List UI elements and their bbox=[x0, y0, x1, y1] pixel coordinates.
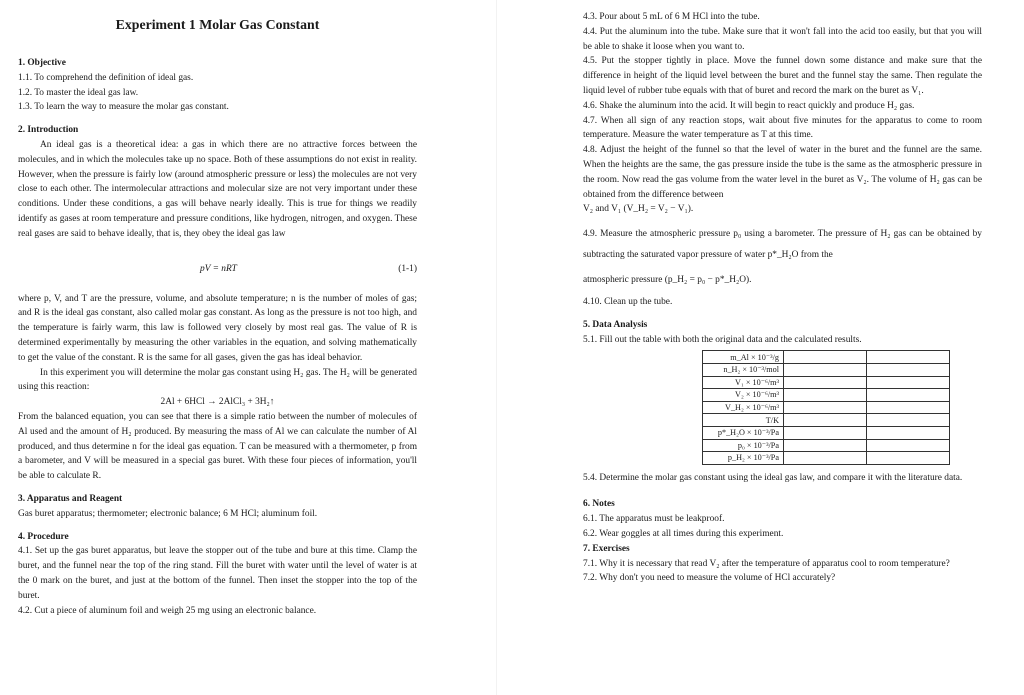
table-cell[interactable] bbox=[784, 401, 867, 414]
right-column bbox=[583, 10, 982, 586]
data-analysis-heading: 5. Data Analysis bbox=[583, 319, 648, 330]
procedure-step: 4.8. Adjust the height of the funnel so that the level of water in the buret and the funnel are the same. When the heights are the same, the gas pressure inside the tube is the same as the atmospheric pressure in the room. Now read the gas volume from the water level in the buret as V₂. The volume of H₂ gas can be obtained from the difference between bbox=[583, 145, 982, 200]
procedure-step: 4.5. Put the stopper tightly in place. Move the funnel down some distance and make sure that the difference in height of the liquid level between the buret and the funnel stay the same. Then regulate the liquid level of rubber tube equals with that of buret and record the mark on the buret as V₁. bbox=[583, 56, 982, 96]
table-cell[interactable] bbox=[867, 426, 950, 439]
procedure-step: 4.9. Measure the atmospheric pressure p₀ using a barometer. The pressure of H₂ gas can be obtained by subtracting the saturated vapor pressure of water p*_H₂O from the bbox=[583, 229, 982, 261]
introduction-heading: 2. Introduction bbox=[18, 125, 79, 136]
page-gutter bbox=[496, 0, 497, 695]
table-row bbox=[703, 389, 950, 402]
objective-heading: 1. Objective bbox=[18, 58, 66, 68]
equation-formula: pV = nRT bbox=[200, 263, 237, 274]
exercise-item: 7.1. Why it is necessary that read V₂ after the temperature of apparatus cool to room temperature? bbox=[583, 558, 950, 569]
objective-item: 1.2. To master the ideal gas law. bbox=[18, 87, 139, 98]
note-item: 6.1. The apparatus must be leakproof. bbox=[583, 514, 725, 525]
table-cell[interactable] bbox=[784, 389, 867, 402]
introduction-paragraph: An ideal gas is a theoretical idea: a gas in which there are no attractive forces between the molecules, and in which the molecules take up no space. Both of these assumptions do not exist in reality. However, when the pressure is fairly low (around atmospheric pressure or less) the molecules are not very close to each other. The intermolecular attractions and molecular size are not very important under these conditions. Under these conditions, a gas will behave nearly ideally. This is true for things we readily identify as gases at room temperature and pressure conditions, like hydrogen, nitrogen, and oxygen. These real gases are said to behave ideally, that is, they obey the ideal gas law bbox=[18, 139, 417, 239]
apparatus-text: Gas buret apparatus; thermometer; electronic balance; 6 M HCl; aluminum foil. bbox=[18, 508, 318, 519]
table-cell[interactable] bbox=[784, 376, 867, 389]
row-label: T/K bbox=[703, 414, 784, 427]
procedure-step: V₂ and V₁ (V_H₂ = V₂ − V₁). bbox=[583, 204, 694, 215]
apparatus-heading: 3. Apparatus and Reagent bbox=[18, 493, 123, 504]
procedure-step: atmospheric pressure (p_H₂ = p₀ − p*_H₂O). bbox=[583, 275, 752, 286]
left-column bbox=[18, 14, 417, 618]
table-row bbox=[703, 376, 950, 389]
ideal-gas-equation bbox=[18, 256, 417, 286]
procedure-step: 4.2. Cut a piece of aluminum foil and weigh 25 mg using an electronic balance. bbox=[18, 605, 317, 616]
procedure-step: 4.3. Pour about 5 mL of 6 M HCl into the tube. bbox=[583, 12, 760, 22]
table-cell[interactable] bbox=[867, 439, 950, 452]
row-label: V₂ × 10⁻⁶/m³ bbox=[703, 389, 784, 402]
table-row bbox=[703, 351, 950, 364]
table-row bbox=[703, 439, 950, 452]
row-label: m_Al × 10⁻³/g bbox=[703, 351, 784, 364]
table-cell[interactable] bbox=[784, 426, 867, 439]
procedure-heading: 4. Procedure bbox=[18, 531, 69, 542]
exercises-heading: 7. Exercises bbox=[583, 543, 630, 554]
table-cell[interactable] bbox=[784, 452, 867, 465]
reaction-equation: 2Al + 6HCl → 2AlCl₃ + 3H₂↑ bbox=[160, 397, 275, 408]
table-row bbox=[703, 401, 950, 414]
introduction-paragraph: In this experiment you will determine the molar gas constant using H₂ gas. The H₂ will be generated using this reaction: bbox=[18, 367, 417, 393]
row-label: V_H₂ × 10⁻⁶/m³ bbox=[703, 401, 784, 414]
table-row bbox=[703, 363, 950, 376]
table-cell[interactable] bbox=[867, 363, 950, 376]
row-label: n_H₂ × 10⁻³/mol bbox=[703, 363, 784, 376]
table-row bbox=[703, 452, 950, 465]
procedure-step: 4.1. Set up the gas buret apparatus, but leave the stopper out of the tube and bure at this time. Clamp the buret, and the funnel near the top of the ring stand. Fill the buret with water until the level of water is at the 0 mark on the buret, and just at the bottom of the funnel. Then inset the stopper into the top of the buret. bbox=[18, 546, 417, 601]
analysis-step: 5.4. Determine the molar gas constant using the ideal gas law, and compare it with the literature data. bbox=[583, 472, 963, 483]
procedure-step: 4.7. When all sign of any reaction stops, wait about five minutes for the apparatus to come to room temperature. Measure the water temperature as T at this time. bbox=[583, 115, 982, 141]
table-cell[interactable] bbox=[867, 401, 950, 414]
row-label: p₀ × 10⁻³/Pa bbox=[703, 439, 784, 452]
procedure-step: 4.10. Clean up the tube. bbox=[583, 296, 673, 307]
analysis-step: 5.1. Fill out the table with both the original data and the calculated results. bbox=[583, 334, 862, 345]
table-cell[interactable] bbox=[784, 414, 867, 427]
introduction-paragraph: From the balanced equation, you can see that there is a simple ratio between the number of molecules of Al used and the amount of H₂ produced. By measuring the mass of Al we can calculate the number of Al produced, and thus determine n for the ideal gas equation. T can be measured with a thermometer, p from a barometer, and V will be measured in a special gas buret. With these four pieces of information, you'll be able to calculate R. bbox=[18, 411, 417, 482]
table-cell[interactable] bbox=[867, 376, 950, 389]
row-label: p*_H₂O × 10⁻³/Pa bbox=[703, 426, 784, 439]
row-label: p_H₂ × 10⁻³/Pa bbox=[703, 452, 784, 465]
exercise-item: 7.2. Why don't you need to measure the volume of HCl accurately? bbox=[583, 573, 836, 584]
table-cell[interactable] bbox=[784, 351, 867, 364]
procedure-step: 4.6. Shake the aluminum into the acid. It will begin to react quickly and produce H₂ gas. bbox=[583, 100, 915, 111]
document-title: Experiment 1 Molar Gas Constant bbox=[115, 17, 320, 32]
data-table bbox=[702, 350, 950, 464]
table-cell[interactable] bbox=[784, 363, 867, 376]
table-cell[interactable] bbox=[867, 414, 950, 427]
introduction-paragraph: where p, V, and T are the pressure, volume, and absolute temperature; n is the number of moles of gas; and R is the ideal gas constant, also called molar gas constant. As long as the pressure is not too high, and the temperature is fairly warm, this law is followed very closely by most real gas. The value of R is determined experimentally by measuring the other variables in the equation, and solving mathematically to get the value of the constant. R is the same for all gases, given the gas has ideal behavior. bbox=[18, 293, 417, 363]
table-cell[interactable] bbox=[867, 351, 950, 364]
objective-item: 1.3. To learn the way to measure the molar gas constant. bbox=[18, 102, 229, 113]
table-row bbox=[703, 426, 950, 439]
table-cell[interactable] bbox=[867, 389, 950, 402]
row-label: V₁ × 10⁻⁶/m³ bbox=[703, 376, 784, 389]
note-item: 6.2. Wear goggles at all times during this experiment. bbox=[583, 529, 784, 540]
objective-item: 1.1. To comprehend the definition of ideal gas. bbox=[18, 72, 194, 83]
equation-number: (1-1) bbox=[398, 263, 417, 274]
table-cell[interactable] bbox=[784, 439, 867, 452]
table-row bbox=[703, 414, 950, 427]
procedure-step: 4.4. Put the aluminum into the tube. Make sure that it won't fall into the acid too easily, but that you will be able to shake it loose when you want to. bbox=[583, 26, 982, 52]
notes-heading: 6. Notes bbox=[583, 499, 615, 510]
table-cell[interactable] bbox=[867, 452, 950, 465]
